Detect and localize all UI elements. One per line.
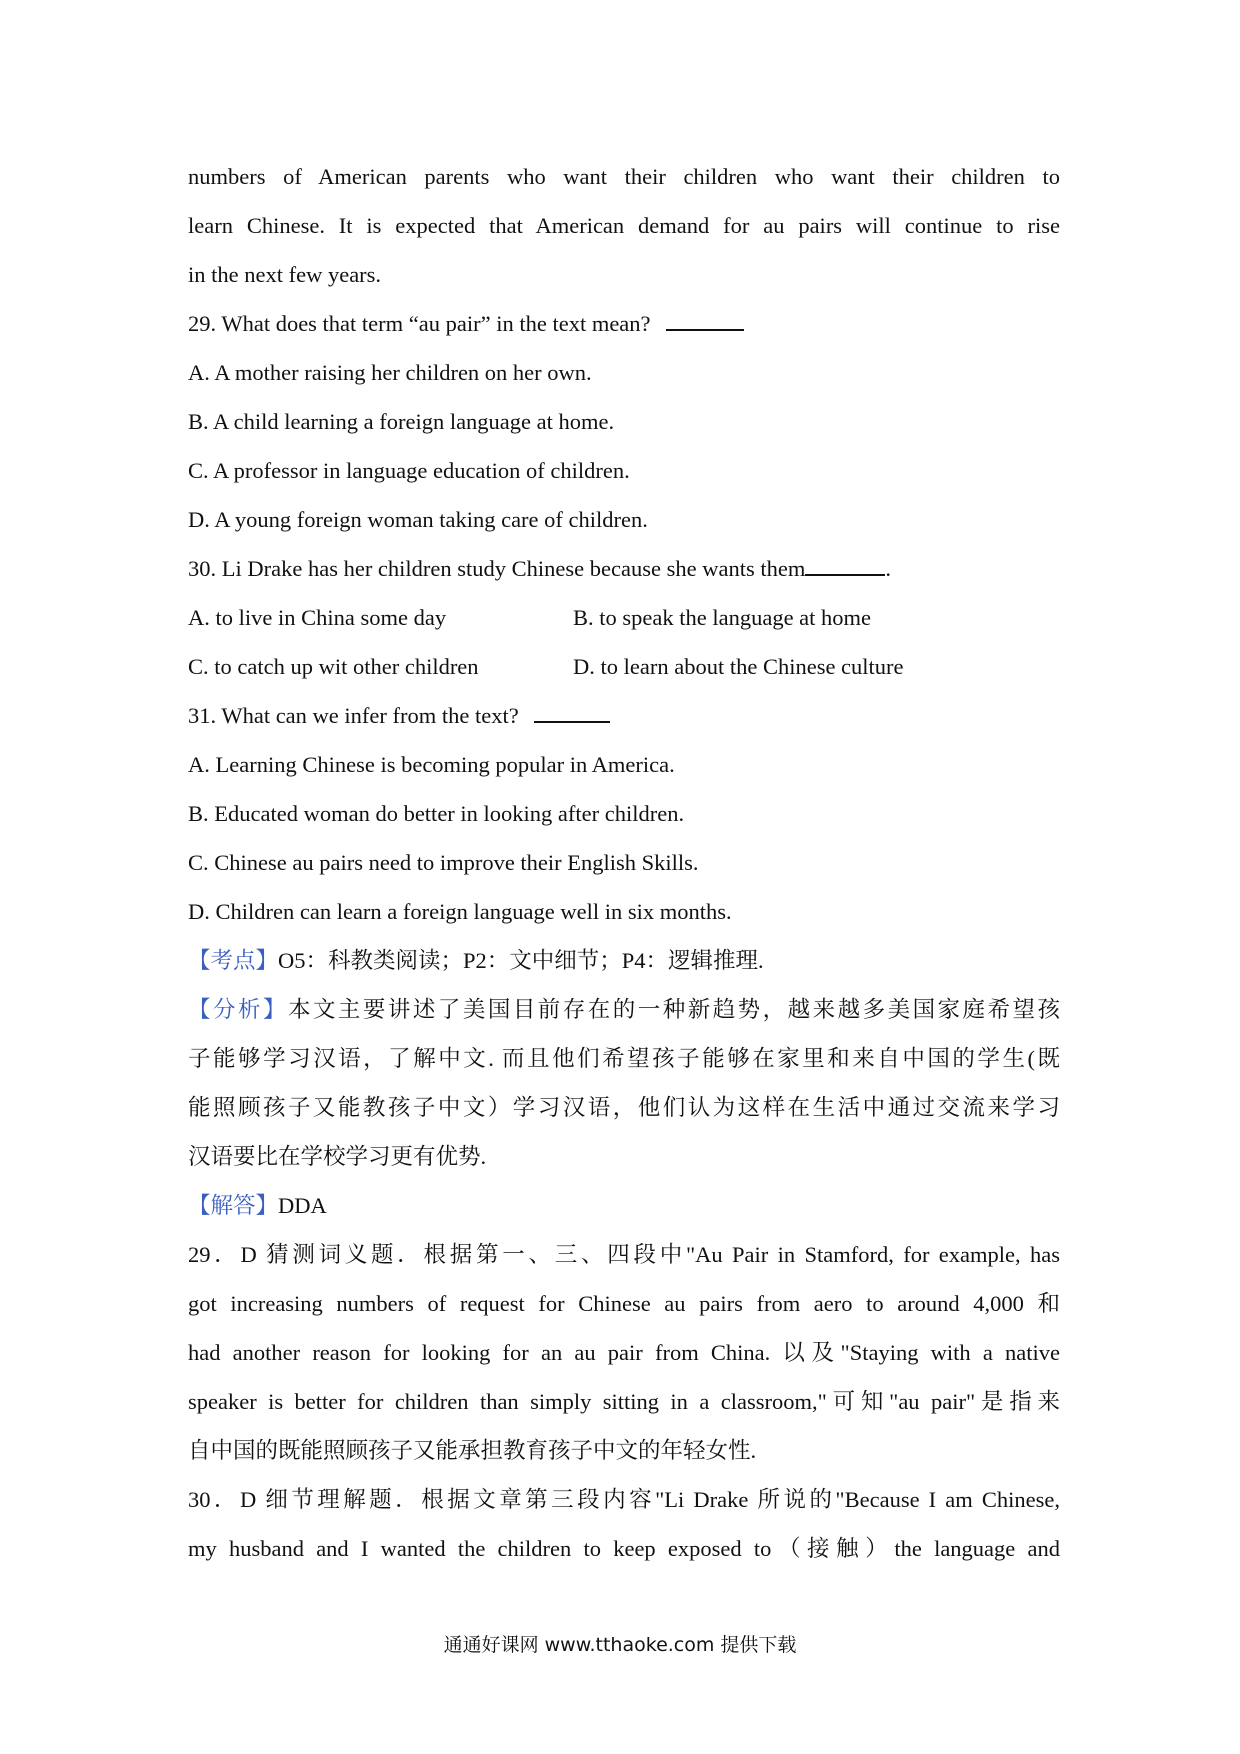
question-punct: . (885, 556, 891, 581)
question-31-option: D. Children can learn a foreign language well in six months. (188, 899, 732, 924)
answer-blank (534, 701, 610, 723)
answer-29-line: speaker is better for children than simply sitting in a classroom,"可知"au pair"是指来 (188, 1389, 1060, 1414)
passage-line: learn Chinese. It is expected that American demand for au pairs will continue to rise (188, 213, 1060, 238)
passage-line: in the next few years. (188, 262, 382, 287)
page-footer: 通通好课网 www.tthaoke.com 提供下载 (443, 1634, 797, 1656)
answer-29-line: got increasing numbers of request for Chinese au pairs from aero to around 4,000 和 (188, 1291, 1060, 1316)
answer-29-line: 自中国的既能照顾孩子又能承担教育孩子中文的年轻女性. (188, 1438, 757, 1463)
question-29-option: B. A child learning a foreign language at home. (188, 409, 615, 434)
fenxi-line: 能照顾孩子又能教孩子中文）学习汉语，他们认为这样在生活中通过交流来学习 (188, 1095, 1060, 1120)
answer-blank (805, 554, 885, 576)
question-29-option: A. A mother raising her children on her own. (188, 360, 592, 385)
fenxi-tag: 【分析】 (188, 997, 288, 1022)
answer-blank (666, 309, 744, 331)
kaodian-text: O5：科教类阅读；P2：文中细节；P4：逻辑推理. (278, 948, 764, 973)
question-31-option: B. Educated woman do better in looking after children. (188, 801, 685, 826)
question-30-option: A. to live in China some day (188, 605, 447, 630)
question-30-stem (188, 544, 1060, 593)
answer-29-line: 29．D 猜测词义题．根据第一、三、四段中"Au Pair in Stamford, for example, has (188, 1242, 1060, 1267)
jieda-text: DDA (278, 1193, 327, 1218)
question-29-option: D. A young foreign woman taking care of children. (188, 507, 648, 532)
question-31-option: A. Learning Chinese is becoming popular in America. (188, 752, 675, 777)
answer-30-line: 30．D 细节理解题．根据文章第三段内容"Li Drake 所说的"Because I am Chinese, (188, 1487, 1060, 1512)
kaodian-section (188, 936, 1060, 985)
fenxi-text: 本文主要讲述了美国目前存在的一种新趋势，越来越多美国家庭希望孩 (287, 997, 1060, 1022)
question-text: 29. What does that term “au pair” in the text mean? (188, 311, 651, 336)
passage-line: numbers of American parents who want their children who want their children to (188, 164, 1060, 189)
answer-30-line: my husband and I wanted the children to keep exposed to（接触）the language and (188, 1536, 1060, 1561)
question-30-option: B. to speak the language at home (573, 605, 872, 630)
fenxi-section (188, 985, 1060, 1034)
document-page (188, 152, 1060, 1573)
question-31-stem (188, 691, 1060, 740)
fenxi-line: 子能够学习汉语，了解中文. 而且他们希望孩子能够在家里和来自中国的学生(既 (188, 1046, 1060, 1071)
jieda-section (188, 1181, 1060, 1230)
question-30-option: D. to learn about the Chinese culture (573, 654, 904, 679)
question-30-options-row (188, 593, 1060, 642)
question-29-stem (188, 299, 1060, 348)
question-text: 30. Li Drake has her children study Chinese because she wants them (188, 556, 806, 581)
jieda-tag: 【解答】 (188, 1193, 279, 1218)
question-29-option: C. A professor in language education of children. (188, 458, 630, 483)
question-30-options-row (188, 642, 1060, 691)
answer-29-line: had another reason for looking for an au pair from China. 以及"Staying with a native (188, 1340, 1060, 1365)
kaodian-tag: 【考点】 (188, 948, 279, 973)
question-31-option: C. Chinese au pairs need to improve their English Skills. (188, 850, 699, 875)
fenxi-line: 汉语要比在学校学习更有优势. (188, 1144, 487, 1169)
question-30-option: C. to catch up wit other children (188, 654, 479, 679)
question-text: 31. What can we infer from the text? (188, 703, 519, 728)
